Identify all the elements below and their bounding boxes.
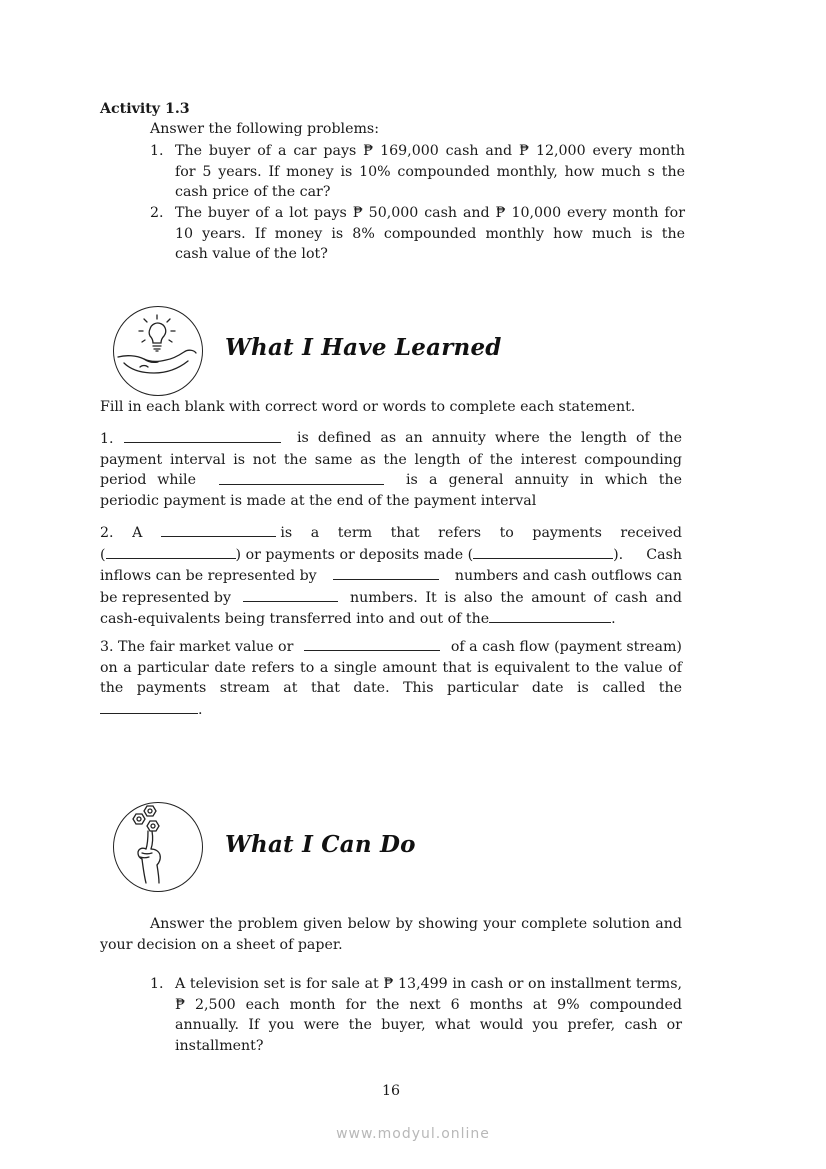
- statement-line: payment interval is not the same as the length of the interest compounding: [100, 451, 682, 468]
- activity-problem-1: [150, 141, 685, 203]
- statement-word: payments: [532, 525, 602, 541]
- problem-line: cash price of the car?: [175, 184, 331, 201]
- statement-line: is defined as an annuity where the length of the: [297, 430, 682, 446]
- problem-line: annually. If you were the buyer, what would you prefer, cash or: [175, 1017, 682, 1034]
- statement-line: be represented by: [100, 589, 232, 606]
- activity-instruction: Answer the following problems:: [150, 121, 379, 137]
- statement-line: 3. The fair market value or: [100, 639, 294, 655]
- watermark: www.modyul.online: [336, 1126, 490, 1142]
- blank-2a[interactable]: [161, 522, 276, 537]
- intro-line: your decision on a sheet of paper.: [100, 936, 343, 953]
- blank-3b[interactable]: [100, 699, 198, 714]
- statement-word: to: [499, 525, 514, 541]
- blank-2d[interactable]: [333, 565, 439, 580]
- blank-2e[interactable]: [243, 587, 338, 602]
- problem-line: installment?: [175, 1037, 264, 1054]
- statement-line: numbers and cash outflows can: [454, 568, 682, 585]
- problem-number: 1.: [150, 976, 164, 992]
- statement-line: periodic payment is made at the end of the payment interval: [100, 492, 537, 509]
- statement-line: ) or payments or deposits made (: [235, 546, 474, 563]
- statement-word: term: [337, 525, 373, 541]
- statement-1: [100, 428, 682, 511]
- statement-line: cash-equivalents being transferred into and out of the: [100, 611, 490, 628]
- statement-line: numbers. It is also the amount of cash and: [350, 589, 682, 606]
- statement-2: 2. A is a term that refers to payments received ( ) or payments or deposits made ( ). Cash inflows can be represented by numbers and cash outflows can be represented by numbers. It is also the amount of cash and cash-equivalents being transferred into and out of the .: [100, 522, 682, 630]
- statement-line: ). Cash: [613, 546, 682, 563]
- activity-title: Activity 1.3: [100, 101, 190, 117]
- blank-1b[interactable]: [219, 470, 384, 485]
- statement-line: of a cash flow (payment stream): [450, 639, 682, 655]
- statement-line: period while: [100, 472, 196, 489]
- hand-gears-icon: [113, 802, 203, 892]
- problem-line: ₱ 2,500 each month for the next 6 months at 9% compounded: [175, 996, 682, 1013]
- problem-number: 1.: [150, 143, 164, 159]
- statement-word: refers: [438, 525, 482, 541]
- problem-line: cash value of the lot?: [175, 246, 328, 263]
- statement-line: is a general annuity in which the: [406, 472, 682, 489]
- blank-2f[interactable]: [489, 608, 611, 623]
- cando-intro: [100, 914, 682, 955]
- blank-3a[interactable]: [304, 636, 440, 651]
- statement-word: A: [132, 525, 143, 541]
- problem-line: 10 years. If money is 8% compounded monthly how much is the: [175, 225, 685, 242]
- problem-line: A television set is for sale at ₱ 13,499 in cash or on installment terms,: [175, 976, 682, 992]
- problem-number: 2.: [150, 205, 164, 221]
- problem-line: The buyer of a car pays ₱ 169,000 cash and ₱ 12,000 every month: [175, 143, 685, 159]
- cando-problem: [150, 974, 682, 1056]
- statement-line: inflows can be represented by: [100, 568, 317, 585]
- statement-word: a: [310, 525, 320, 541]
- statement-3: 3. The fair market value or of a cash flow (payment stream) on a particular date refers to a single amount that is equivalent to the value of the payments stream at that date. This particular date is called the .: [100, 636, 682, 720]
- blank-2b[interactable]: [106, 544, 236, 559]
- statement-word: received: [620, 525, 682, 541]
- learned-instruction: Fill in each blank with correct word or words to complete each statement.: [100, 399, 636, 415]
- statement-number: 1.: [100, 431, 114, 447]
- cando-heading: What I Can Do: [225, 831, 416, 858]
- blank-2c[interactable]: [473, 544, 613, 559]
- learned-heading: What I Have Learned: [225, 334, 502, 361]
- statement-number: 2.: [100, 525, 114, 541]
- problem-line: for 5 years. If money is 10% compounded monthly, how much s the: [175, 163, 685, 180]
- problem-line: The buyer of a lot pays ₱ 50,000 cash and ₱ 10,000 every month for: [175, 205, 685, 221]
- intro-line: Answer the problem given below by showing your complete solution and: [150, 916, 682, 932]
- statement-line: on a particular date refers to a single amount that is equivalent to the value of: [100, 659, 682, 676]
- statement-word: that: [390, 525, 420, 541]
- activity-problem-2: [150, 203, 685, 265]
- blank-1a[interactable]: [124, 428, 281, 443]
- page-number: 16: [381, 1083, 401, 1099]
- statement-line: the payments stream at that date. This particular date is called the: [100, 680, 682, 697]
- lightbulb-hand-icon: [113, 306, 203, 396]
- statement-word: is: [280, 525, 293, 541]
